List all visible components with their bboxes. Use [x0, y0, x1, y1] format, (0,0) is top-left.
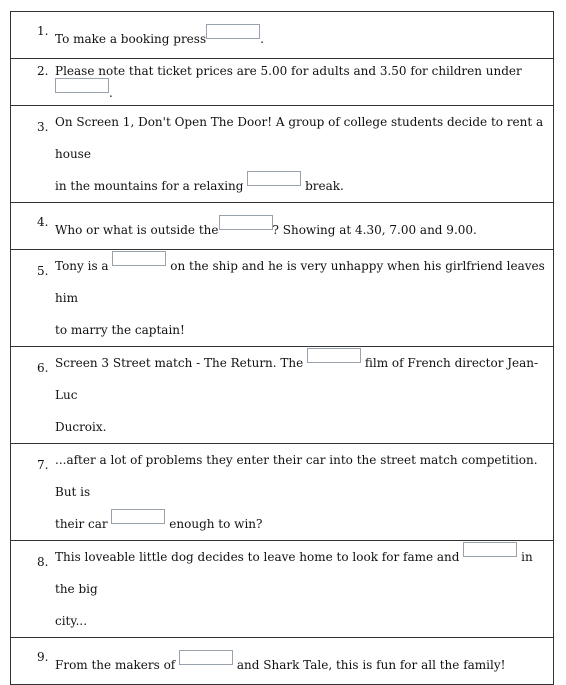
question-cell	[11, 541, 554, 638]
question-number: 2.	[37, 64, 49, 78]
question-text: Tony is a	[55, 259, 109, 273]
answer-input[interactable]	[307, 348, 361, 363]
question-text: enough to win?	[165, 517, 263, 531]
question-cell	[11, 638, 554, 685]
question-row	[11, 203, 554, 250]
question-number: 7.	[37, 458, 49, 472]
question-cell	[11, 59, 554, 106]
question-text: On Screen 1, Don't Open The Door! A group of college students decide to rent a house	[55, 115, 544, 161]
question-cell	[11, 203, 554, 250]
question-text: .	[109, 86, 113, 100]
question-row	[11, 444, 554, 541]
question-number: 4.	[37, 215, 49, 229]
answer-input[interactable]	[112, 251, 166, 266]
question-row	[11, 250, 554, 347]
question-cell	[11, 444, 554, 541]
question-number: 3.	[37, 120, 49, 134]
question-text: film of French director Jean-Luc	[55, 356, 539, 402]
question-text: in the big	[55, 550, 533, 596]
question-text: Who or what is outside the	[55, 223, 219, 237]
question-text: to marry the captain!	[55, 323, 185, 337]
question-text: ? Showing at 4.30, 7.00 and 9.00.	[272, 223, 477, 237]
question-text: ...after a lot of problems they enter their car into the street match competition. But is	[55, 453, 538, 499]
question-text: Screen 3 Street match - The Return. The	[55, 356, 304, 370]
question-row	[11, 638, 554, 685]
question-text: their car	[55, 517, 108, 531]
question-cell	[11, 250, 554, 347]
question-text: From the makers of	[55, 658, 176, 672]
question-cell	[11, 347, 554, 444]
question-text: .	[260, 32, 264, 46]
question-row	[11, 59, 554, 106]
question-text: and Shark Tale, this is fun for all the family!	[233, 658, 506, 672]
gap-fill-exercise-table	[10, 11, 554, 685]
question-row	[11, 12, 554, 59]
answer-input[interactable]	[111, 509, 165, 524]
question-text: break.	[301, 179, 344, 193]
question-text: city...	[55, 614, 88, 628]
question-text: To make a booking press	[55, 32, 207, 46]
question-cell	[11, 12, 554, 59]
answer-input[interactable]	[179, 650, 233, 665]
answer-input[interactable]	[55, 78, 109, 93]
question-text: in the mountains for a relaxing	[55, 179, 244, 193]
question-number: 8.	[37, 555, 49, 569]
question-row	[11, 347, 554, 444]
question-number: 9.	[37, 650, 49, 664]
question-row	[11, 106, 554, 203]
question-number: 5.	[37, 264, 49, 278]
question-number: 6.	[37, 361, 49, 375]
question-number: 1.	[37, 24, 49, 38]
answer-input[interactable]	[463, 542, 517, 557]
answer-input[interactable]	[206, 24, 260, 39]
question-text: This loveable little dog decides to leave home to look for fame and	[55, 550, 460, 564]
question-text: Ducroix.	[55, 420, 107, 434]
question-text: on the ship and he is very unhappy when his girlfriend leaves him	[55, 259, 545, 305]
question-text: Please note that ticket prices are 5.00 for adults and 3.50 for children under	[55, 64, 522, 78]
question-row	[11, 541, 554, 638]
answer-input[interactable]	[247, 171, 301, 186]
question-cell	[11, 106, 554, 203]
answer-input[interactable]	[219, 215, 273, 230]
